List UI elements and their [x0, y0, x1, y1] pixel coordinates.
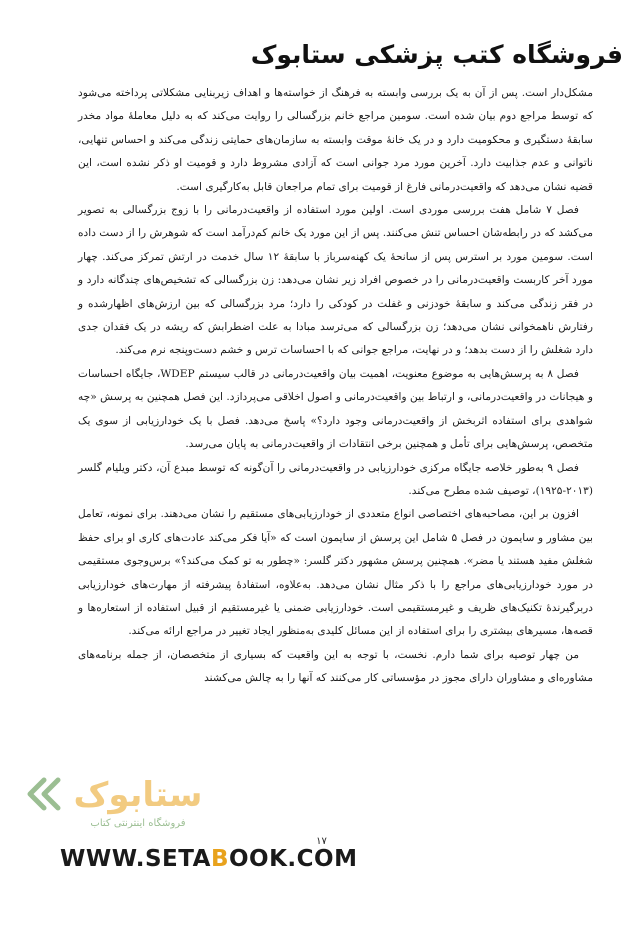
logo-subtitle: فروشگاه اینترنتی کتاب	[90, 818, 186, 829]
page-body	[78, 82, 593, 691]
store-title: فروشگاه کتب پزشکی ستابوک	[250, 40, 623, 69]
website-url-accent: B	[210, 846, 229, 872]
paragraph: مشکل‌دار است. پس از آن به یک بررسی وابسته به فرهنگ از خواسته‌ها و اهداف زیربنایی مشکلاتی پرداخته می‌شود که توسط مراجع دوم بیان شده است. سومین مراجع خانم بزرگسالی را روایت می‌کند که به دلیل معاملهٔ مواد مخدر سابقهٔ دستگیری و محکومیت دارد و در یک خانهٔ موقت وابسته به سازمان‌های حمایتی زندگی می‌کند و احساس تنهایی، ناتوانی و عدم جذابیت دارد. آخرین مورد مرد جوانی است که آزادی مشروط دارد و قومیت او ذکر نشده است، این قضیه نشان می‌دهد که واقعیت‌درمانی فارغ از قومیت برای تمام مراجعان قابل به‌کارگیری است.	[78, 87, 593, 193]
logo-wordmark: ستابوک	[73, 775, 203, 815]
chevrons-icon	[30, 780, 58, 808]
paragraph: فصل ۸ به پرسش‌هایی به موضوع معنویت، اهمیت بیان واقعیت‌درمانی در قالب سیستم WDEP، جایگاه احساسات و هیجانات در واقعیت‌درمانی، و ارتباط بین واقعیت‌درمانی و اصول اخلاقی می‌پردازد. این فصل همچنین به پرسش «چه شواهدی برای استفاده اثربخش از واقعیت‌درمانی وجود دارد؟» پاسخ می‌دهد. فصل با یک خودارزیابی از سوی یک متخصص، پرسش‌هایی برای تأمل و همچنین برخی انتقادات از واقعیت‌درمانی به پایان می‌رسد.	[78, 367, 593, 451]
setabook-logo-watermark	[18, 760, 218, 840]
paragraph: فصل ۹ به‌طور خلاصه جایگاه مرکزی خودارزیابی در واقعیت‌درمانی را آن‌گونه که توسط مبدع آن، دکتر ویلیام گلسر (۲۰۱۳-۱۹۲۵)، توصیف شده مطرح می‌کند.	[78, 461, 593, 497]
paragraph: افزون بر این، مصاحبه‌های اختصاصی انواع متعددی از خودارزیابی‌های مستقیم را نشان می‌دهند. برای نمونه، تعامل بین مشاور و سایمون در فصل ۵ شامل این پرسش از سایمون است که «آیا فکر می‌کند عادت‌های کاری او برای حفظ شغلش مفید هستند یا مضر». همچنین پرسش مشهور دکتر گلسر: «چطور به تو کمک می‌کند؟» برس‌وجوی مستقیمی در مورد خودارزیابی‌های مراجع را با ذکر مثال نشان می‌دهد. به‌علاوه، استفادهٔ پیشرفته از مهارت‌های خودارزیابی دربرگیرندهٔ تکنیک‌های ظریف و غیرمستقیمی است. خودارزیابی ضمنی یا غیرمستقیم از قبیل استفاده از استعاره‌ها و قصه‌ها، مسیرهای بیشتری را برای استفاده از این مسائل کلیدی به‌منظور ایجاد تغییر در مراجع ارائه می‌کند.	[78, 508, 594, 638]
website-url-suffix: OOK.COM	[228, 846, 358, 872]
website-url[interactable]	[60, 846, 357, 872]
page-number: ۱۷	[316, 836, 327, 847]
paragraph: من چهار توصیه برای شما دارم. نخست، با توجه به این واقعیت که بسیاری از متخصصان، از جمله برنامه‌های مشاوره‌ای و مشاوران دارای مجوز در مؤسساتی کار می‌کنند که آنها را به چالش می‌کشند	[78, 648, 593, 685]
paragraph: فصل ۷ شامل هفت بررسی موردی است. اولین مورد استفاده از واقعیت‌درمانی را با زوج بزرگسالی به تصویر می‌کشد که در رابطه‌شان احساس تنش می‌کنند. پس از این مورد یک خانم کم‌درآمد است که شوهرش را از دست داده است. سومین مورد بر استرس پس از سانحهٔ یک کهنه‌سرباز با سابقهٔ ۱۲ سال خدمت در ارتش تمرکز می‌کند. چهار مورد آخر کاربست واقعیت‌درمانی را در خصوص افراد زیر نشان می‌دهد: زن بزرگسالی که تشخیص‌های چندگانه دارد و در فقر زندگی می‌کند و سابقهٔ خودزنی و غفلت در کودکی را دارد؛ مرد بزرگسالی که بین ارزش‌های اظهارشده و رفتارش ناهمخوانی نشان می‌دهد؛ زن بزرگسالی که می‌ترسد مبادا به علت اضطرابش که ریشه در یک فقدان جدی دارد شغلش را از دست بدهد؛ و در نهایت، مراجع جوانی که با احساسات ترس و خشم دست‌وپنجه نرم می‌کند.	[78, 204, 593, 357]
website-url-prefix: WWW.SETA	[60, 846, 211, 872]
